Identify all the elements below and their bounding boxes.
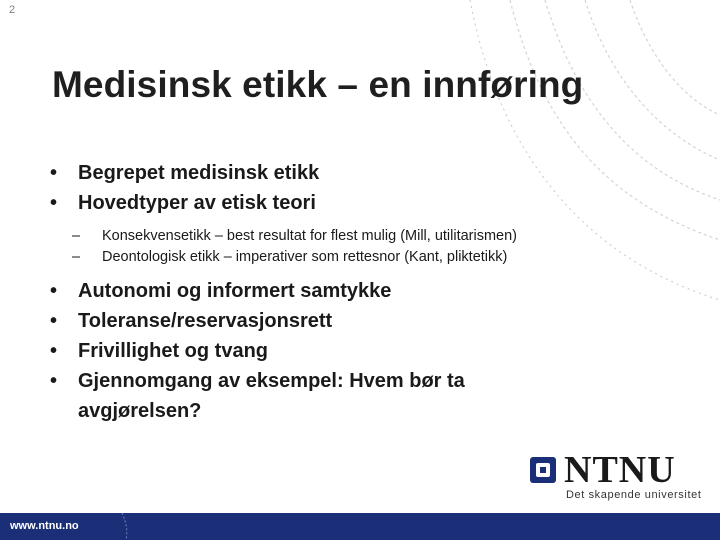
slide-number: 2: [9, 4, 16, 16]
sub-bullet-dash: –: [72, 228, 81, 244]
footer-bar: [0, 513, 720, 540]
sub-bullet-text: Deontologisk etikk – imperativer som rettesnor (Kant, pliktetikk): [102, 249, 508, 265]
logo-tagline: Det skapende universitet: [566, 489, 702, 501]
bullet-item: [50, 366, 518, 426]
bullet-text: Begrepet medisinsk etikk: [78, 162, 320, 184]
bullet-item: [50, 336, 660, 366]
sub-bullet-dash: –: [72, 249, 81, 265]
sub-bullet-item: [72, 247, 660, 268]
slide-title: Medisinsk etikk – en innføring: [52, 64, 584, 105]
sub-bullet-list: [72, 226, 660, 268]
arc-4: [630, 0, 720, 115]
sub-bullet-text: Konsekvensetikk – best resultat for flest mulig (Mill, utilitarismen): [102, 228, 518, 244]
bullet-text: Autonomi og informert samtykke: [78, 280, 392, 302]
bullet-text: Gjennomgang av eksempel: Hvem bør ta avgjørelsen?: [78, 370, 465, 422]
ntnu-logo-mark-icon: [530, 457, 556, 483]
bullet-dot: •: [50, 162, 58, 184]
bullet-dot: •: [50, 192, 58, 214]
footer-url[interactable]: www.ntnu.no: [10, 520, 79, 532]
ntnu-logo: [528, 449, 703, 502]
logo-name: NTNU: [564, 449, 676, 491]
bullet-item: [50, 306, 660, 336]
bullet-dot: •: [50, 340, 58, 362]
footer-arc-icon: [120, 513, 140, 540]
bullet-item: [50, 158, 660, 188]
arc-3: [585, 0, 720, 160]
bullet-list: [50, 158, 660, 426]
bullet-item: [50, 188, 660, 218]
sub-bullet-item: [72, 226, 660, 247]
bullet-text: Hovedtyper av etisk teori: [78, 192, 316, 214]
bullet-item: [50, 276, 660, 306]
bullet-dot: •: [50, 310, 58, 332]
bullet-dot: •: [50, 370, 58, 392]
bullet-text: Toleranse/reservasjonsrett: [78, 310, 333, 332]
bullet-dot: •: [50, 280, 58, 302]
bullet-text: Frivillighet og tvang: [78, 340, 269, 362]
